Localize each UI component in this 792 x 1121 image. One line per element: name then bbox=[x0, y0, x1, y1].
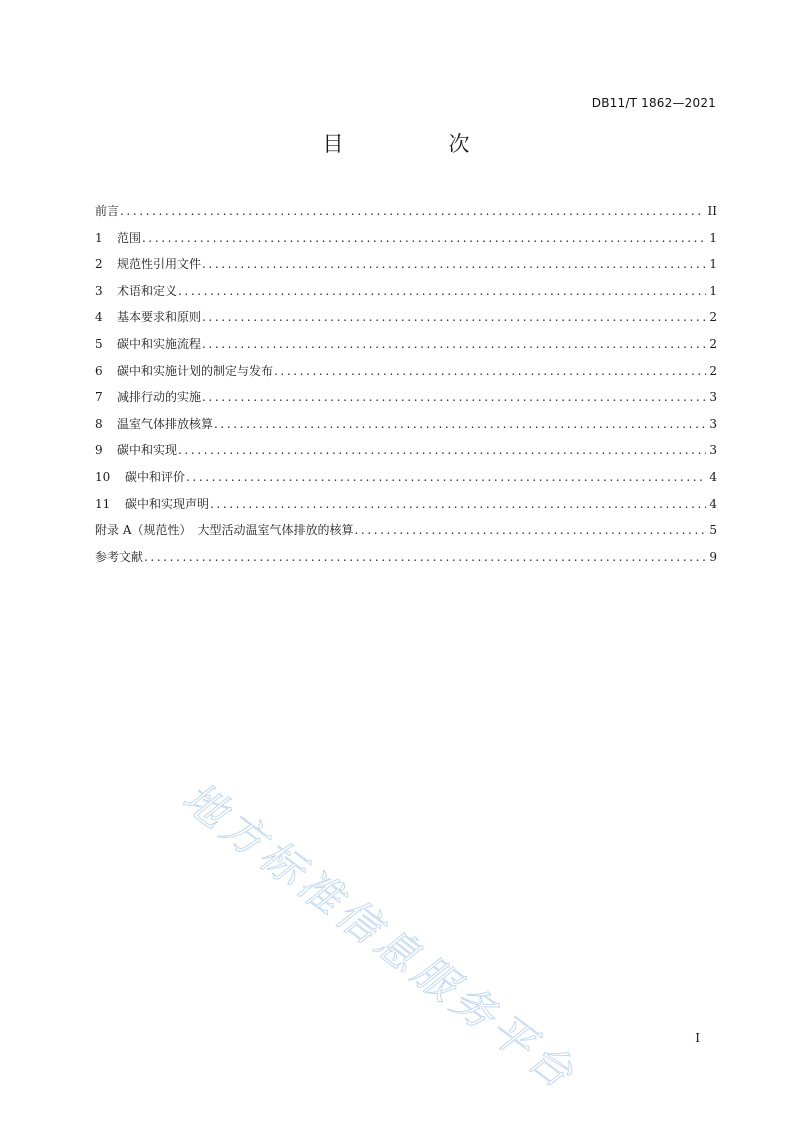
toc-entry-label: 碳中和评价 bbox=[125, 469, 186, 484]
toc-entry-label: 术语和定义 bbox=[117, 283, 178, 298]
toc-entry-page: 9 bbox=[709, 549, 717, 564]
page-number: I bbox=[695, 1031, 700, 1045]
toc-entry-number: 11 bbox=[95, 496, 111, 511]
toc-entry-page: 4 bbox=[709, 496, 717, 511]
toc-entry-page: 5 bbox=[709, 523, 717, 538]
toc-entry-5[interactable] bbox=[95, 335, 717, 362]
toc-entry-7[interactable] bbox=[95, 388, 717, 415]
toc-entry-label: 附录 A（规范性） 大型活动温室气体排放的核算 bbox=[95, 523, 354, 538]
toc-leader-dots bbox=[274, 364, 706, 378]
toc-entry-number: 9 bbox=[95, 443, 103, 458]
toc-entry-references[interactable] bbox=[95, 548, 717, 575]
toc-entry-label: 参考文献 bbox=[95, 549, 144, 564]
table-of-contents bbox=[95, 202, 717, 574]
toc-leader-dots bbox=[354, 523, 706, 537]
toc-entry-10[interactable] bbox=[95, 468, 717, 495]
toc-leader-dots bbox=[178, 284, 706, 298]
toc-entry-1[interactable] bbox=[95, 229, 717, 256]
toc-entry-6[interactable] bbox=[95, 362, 717, 389]
toc-leader-dots bbox=[178, 443, 706, 457]
toc-entry-number: 3 bbox=[95, 283, 103, 298]
toc-entry-page: II bbox=[707, 204, 717, 218]
toc-leader-dots bbox=[214, 417, 706, 431]
toc-entry-number: 7 bbox=[95, 390, 103, 405]
toc-leader-dots bbox=[144, 550, 706, 564]
toc-entry-8[interactable] bbox=[95, 415, 717, 442]
toc-leader-dots bbox=[120, 204, 705, 218]
toc-entry-label: 碳中和实现 bbox=[117, 443, 178, 458]
toc-entry-label: 碳中和实施计划的制定与发布 bbox=[117, 363, 274, 378]
document-code: DB11/T 1862—2021 bbox=[591, 96, 716, 110]
toc-entry-9[interactable] bbox=[95, 441, 717, 468]
toc-entry-number: 8 bbox=[95, 416, 103, 431]
toc-entry-label: 碳中和实现声明 bbox=[125, 496, 210, 511]
toc-entry-number: 10 bbox=[95, 469, 111, 484]
toc-leader-dots bbox=[210, 497, 706, 511]
toc-leader-dots bbox=[186, 470, 706, 484]
toc-entry-page: 2 bbox=[709, 363, 717, 378]
toc-leader-dots bbox=[202, 257, 706, 271]
toc-entry-label: 规范性引用文件 bbox=[117, 257, 202, 272]
toc-entry-page: 1 bbox=[709, 230, 717, 245]
toc-entry-page: 3 bbox=[709, 416, 717, 431]
toc-entry-label: 范围 bbox=[117, 230, 142, 245]
toc-entry-page: 4 bbox=[709, 469, 717, 484]
toc-entry-number: 5 bbox=[95, 336, 103, 351]
toc-entry-4[interactable] bbox=[95, 308, 717, 335]
toc-entry-label: 减排行动的实施 bbox=[117, 390, 202, 405]
toc-leader-dots bbox=[202, 337, 706, 351]
toc-entry-page: 2 bbox=[709, 310, 717, 325]
toc-entry-label: 温室气体排放核算 bbox=[117, 416, 214, 431]
toc-title: 目 次 bbox=[322, 132, 512, 156]
toc-leader-dots bbox=[202, 310, 706, 324]
toc-entry-page: 1 bbox=[709, 283, 717, 298]
toc-entry-label: 前言 bbox=[95, 204, 120, 218]
toc-entry-foreword[interactable] bbox=[95, 202, 717, 229]
toc-entry-number: 2 bbox=[95, 257, 103, 272]
toc-entry-page: 1 bbox=[709, 257, 717, 272]
toc-entry-page: 3 bbox=[709, 390, 717, 405]
toc-entry-label: 碳中和实施流程 bbox=[117, 336, 202, 351]
toc-entry-number: 6 bbox=[95, 363, 103, 378]
toc-entry-page: 2 bbox=[709, 336, 717, 351]
toc-entry-number: 1 bbox=[95, 230, 103, 245]
toc-entry-3[interactable] bbox=[95, 282, 717, 309]
toc-entry-number: 4 bbox=[95, 310, 103, 325]
toc-entry-11[interactable] bbox=[95, 495, 717, 522]
toc-leader-dots bbox=[202, 390, 706, 404]
toc-leader-dots bbox=[142, 231, 706, 245]
watermark: 地方标准信息服务平台 bbox=[173, 772, 587, 1101]
toc-entry-page: 3 bbox=[709, 443, 717, 458]
toc-entry-label: 基本要求和原则 bbox=[117, 310, 202, 325]
toc-entry-appendix-a[interactable] bbox=[95, 521, 717, 548]
toc-entry-2[interactable] bbox=[95, 255, 717, 282]
